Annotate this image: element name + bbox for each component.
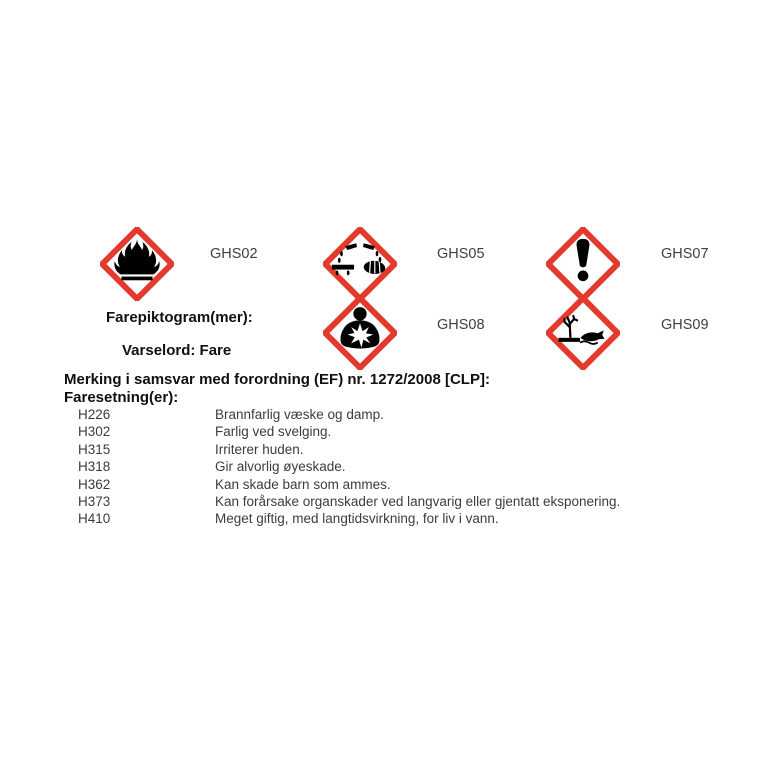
ghs02-pictogram [100, 227, 174, 301]
hazard-statement-row [78, 493, 718, 510]
hazard-text: Kan forårsake organskader ved langvarig eller gjentatt eksponering. [215, 494, 621, 510]
environment-icon [546, 296, 620, 370]
hazard-code: H226 [78, 407, 111, 422]
hazard-statements-heading: Faresetning(er): [64, 389, 179, 406]
hazard-statements-list [78, 406, 718, 528]
ghs02-code-label: GHS02 [210, 246, 258, 262]
ghs09-pictogram [546, 296, 620, 370]
hazard-text: Kan skade barn som ammes. [215, 476, 391, 492]
ghs05-pictogram [323, 227, 397, 301]
hazard-text: Gir alvorlig øyeskade. [215, 459, 346, 475]
hazard-text: Irriterer huden. [215, 441, 304, 457]
hazard-statement-row [78, 406, 718, 423]
ghs05-code-label: GHS05 [437, 246, 485, 262]
hazard-code: H373 [78, 494, 111, 510]
hazard-code: H318 [78, 459, 111, 475]
hazard-code: H362 [78, 476, 111, 492]
hazard-code: H315 [78, 441, 111, 457]
ghs07-pictogram [546, 227, 620, 301]
health-hazard-icon [323, 296, 397, 370]
flame-icon [100, 227, 174, 301]
ghs07-code-label: GHS07 [661, 246, 709, 262]
pictogram-section-heading: Farepiktogram(mer): [106, 309, 253, 326]
ghs09-code-label: GHS09 [661, 317, 709, 333]
corrosion-icon [323, 227, 397, 301]
hazard-code: H302 [78, 424, 111, 440]
hazard-text: Farlig ved svelging. [215, 424, 332, 440]
hazard-statement-row [78, 441, 718, 458]
exclamation-mark-icon [546, 227, 620, 301]
hazard-statement-row [78, 510, 718, 527]
hazard-statement-row [78, 458, 718, 475]
hazard-statement-row [78, 423, 718, 440]
hazard-statement-row [78, 476, 718, 493]
hazard-code: H410 [78, 511, 111, 527]
signal-word-label: Varselord: Fare [122, 342, 232, 359]
ghs08-pictogram [323, 296, 397, 370]
hazard-text: Meget giftig, med langtidsvirkning, for liv i vann. [215, 511, 499, 527]
hazard-text: Brannfarlig væske og damp. [215, 407, 384, 422]
clp-regulation-heading: Merking i samsvar med forordning (EF) nr. 1272/2008 [CLP]: [64, 371, 490, 388]
ghs08-code-label: GHS08 [437, 317, 485, 333]
